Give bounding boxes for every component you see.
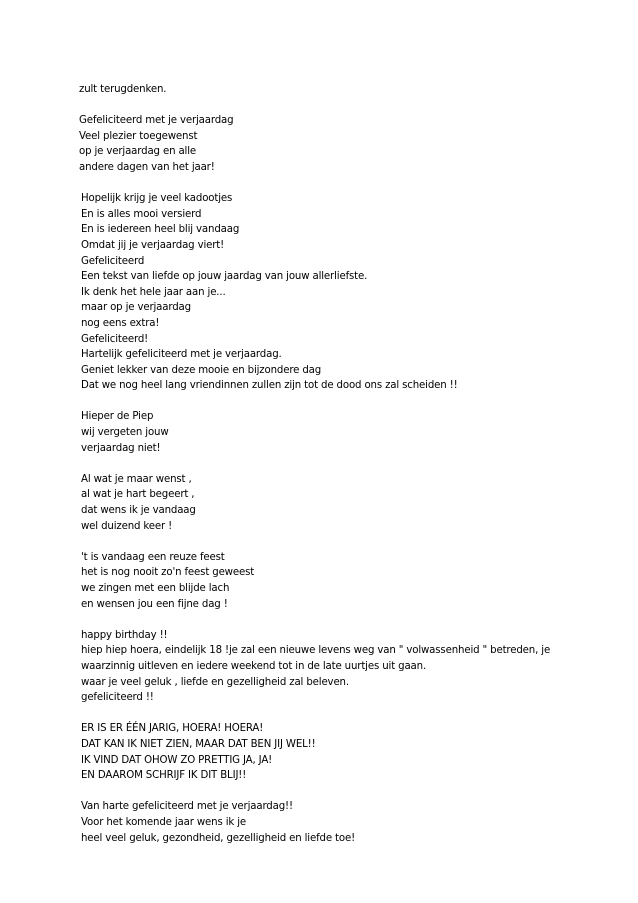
text-line: happy birthday !! xyxy=(81,629,168,641)
text-line: 't is vandaag een reuze feest xyxy=(81,551,225,563)
text-line: heel veel geluk, gezondheid, gezelligheid en liefde toe! xyxy=(81,832,356,844)
paragraph-6 xyxy=(79,550,609,612)
text-line: Dat we nog heel lang vriendinnen zullen zijn tot de dood ons zal scheiden !! xyxy=(81,380,458,392)
text-line: ER IS ER ÉÉN JARIG, HOERA! HOERA! xyxy=(81,723,264,735)
paragraph-1 xyxy=(79,82,609,98)
text-line: al wat je hart begeert , xyxy=(81,489,195,501)
text-line: wij vergeten jouw xyxy=(81,427,169,439)
text-line: Een tekst van liefde op jouw jaardag van jouw allerliefste. xyxy=(81,271,368,283)
paragraph-5 xyxy=(79,472,609,534)
text-line: Veel plezier toegewenst xyxy=(79,130,198,142)
text-line: Hartelijk gefeliciteerd met je verjaardag. xyxy=(81,349,282,361)
paragraph-2 xyxy=(79,113,609,175)
text-line: DAT KAN IK NIET ZIEN, MAAR DAT BEN JIJ WEL!! xyxy=(81,738,316,750)
text-line: verjaardag niet! xyxy=(81,442,161,454)
text-line: op je verjaardag en alle xyxy=(79,146,197,158)
text-line: andere dagen van het jaar! xyxy=(79,161,215,173)
paragraph-4 xyxy=(79,409,609,456)
text-line: Hieper de Piep xyxy=(81,411,154,423)
text-line: gefeliciteerd !! xyxy=(81,692,154,704)
text-line: Voor het komende jaar wens ik je xyxy=(81,816,247,828)
paragraph-3 xyxy=(79,191,609,394)
text-line: maar op je verjaardag xyxy=(81,302,191,314)
text-line: En is alles mooi versierd xyxy=(81,208,202,220)
text-line: En is iedereen heel blij vandaag xyxy=(81,224,240,236)
text-line: Gefeliciteerd! xyxy=(81,333,149,345)
text-line: waar je veel geluk , liefde en gezelligheid zal beleven. xyxy=(81,676,349,688)
document-body xyxy=(79,82,609,862)
text-line: dat wens ik je vandaag xyxy=(81,505,196,517)
text-line: Gefeliciteerd xyxy=(81,255,145,267)
paragraph-8 xyxy=(79,721,609,783)
text-line: nog eens extra! xyxy=(81,317,160,329)
text-line: en wensen jou een fijne dag ! xyxy=(81,598,228,610)
text-line: Omdat jij je verjaardag viert! xyxy=(81,239,225,251)
text-line: Hopelijk krijg je veel kadootjes xyxy=(81,193,233,205)
text-line: Van harte gefeliciteerd met je verjaardag!! xyxy=(81,801,293,813)
text-line: IK VIND DAT OHOW ZO PRETTIG JA, JA! xyxy=(81,754,273,766)
text-line: wel duizend keer ! xyxy=(81,520,173,532)
text-line: waarzinnig uitleven en iedere weekend tot in de late uurtjes uit gaan. xyxy=(81,660,427,672)
text-line: EN DAAROM SCHRIJF IK DIT BLIJ!! xyxy=(81,770,247,782)
text-line: Al wat je maar wenst , xyxy=(81,473,192,485)
text-line: Geniet lekker van deze mooie en bijzondere dag xyxy=(81,364,322,376)
text-line: we zingen met een blijde lach xyxy=(81,583,230,594)
text-line: hiep hiep hoera, eindelijk 18 !je zal een nieuwe levens weg van " volwassenheid " betreden, je xyxy=(81,645,551,657)
text-line: Ik denk het hele jaar aan je... xyxy=(81,286,226,298)
paragraph-7 xyxy=(79,628,609,706)
text-line: Gefeliciteerd met je verjaardag xyxy=(79,115,234,127)
paragraph-9 xyxy=(79,799,609,846)
text-line: het is nog nooit zo'n feest geweest xyxy=(81,567,255,579)
text-line: zult terugdenken. xyxy=(79,84,167,95)
